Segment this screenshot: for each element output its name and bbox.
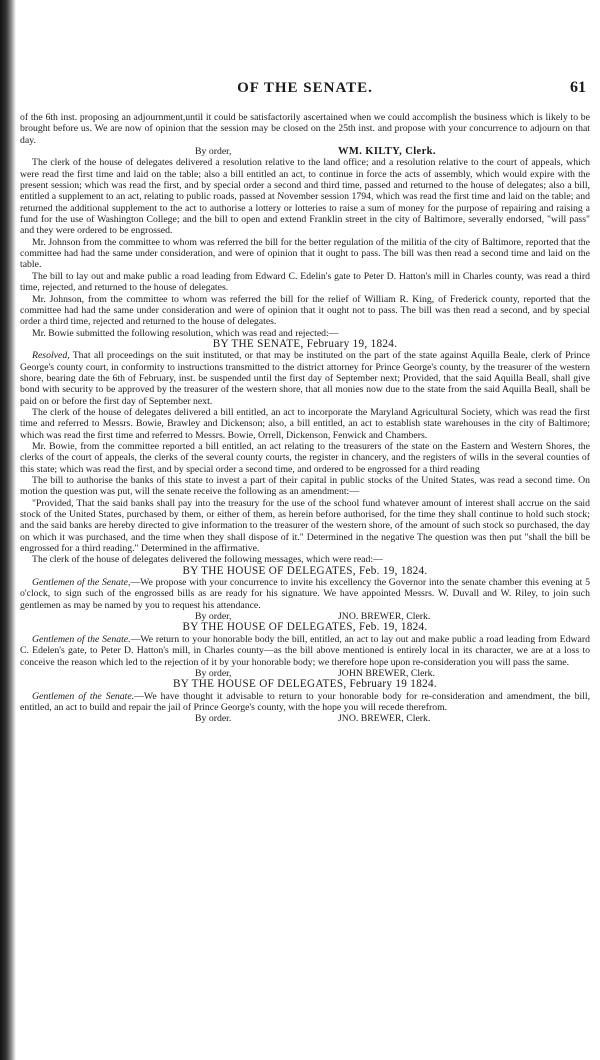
signature-clerk-name: JNO. BREWER, Clerk. (338, 611, 431, 623)
heading-senate-feb19: BY THE SENATE, February 19, 1824. (212, 337, 398, 350)
paragraph-text: That all proceedings on the suit instituted, or that may be instituted on the part of the state against Aquilla Beale, clerk of Prince George's county court, in conformity to instructions transmitted to the district attorney for Prince George's county, by the treasurer of the western shore, bearing date the 6th of February, inst. be suspended until the first day of September next; Provided, that the said Aquilla Beall, shall give bond with security to be approved by the treasurer of the western shore, that all monies now due to the state from the said Aquilla Beall, shall be paid on or before the first day of September next. (20, 350, 590, 407)
heading-delegates-3: BY THE HOUSE OF DELEGATES, February 19 1824. (173, 678, 437, 691)
para-edelin-return (20, 634, 590, 668)
heading-delegates-1: BY THE HOUSE OF DELEGATES, Feb. 19, 1824. (182, 564, 428, 577)
document-page (20, 0, 590, 1060)
paragraph-text: —We return to your honorable body the bill, entitled, an act to lay out and make public a road leading from Edward C. Edelen's gate, to Peter D. Hatton's mill, in Charles county—as the bill above mentioned is entirely local in its character, we are at a loss to conceive the reason which led to the rejection of it by your honorable body; we therefore hope upon re-consideration you will pass the same. (20, 633, 590, 668)
para-bowie-resolution: Mr. Bowie submitted the following resolution, which was read and rejected:— (32, 327, 339, 339)
signature-clerk-name: JOHN BREWER, Clerk. (338, 667, 435, 679)
para-governor (20, 577, 590, 611)
para-land-office: The clerk of the house of delegates delivered a resolution relative to the land office; and a resolution relative to the court of appeals, which were read the first time and laid on the table; also a bill entitled an act, to continue in force the acts of assembly, which would expire with the present session; which was read the first, and by special order a second and third time, passed and returned to the house of delegates; also a bill, entitled a supplement to an act, relating to public roads, passed at November session 1794, which was read the first time and laid on the table; and returned the additional supplement to the act to authorise a lottery or lotteries to raise a sum of money for the purpose of repairing and raising a fund for the use of Washington College; and the bill to open and extend Franklin street in the city of Baltimore, severally endorsed, "will pass" and they were ordered to be engrossed. (20, 157, 590, 237)
signature-clerk-name: JNO. BREWER, Clerk. (338, 713, 431, 725)
para-banks-capital: The bill to authorise the banks of this state to invest a part of their capital in public stocks of the United States, was read a second time. On motion the question was put, will the senate receive the following as an amendment:— (20, 475, 590, 498)
paragraph-text: —We have thought it advisable to return to your honorable body for re-consideration and amendment, the bill, entitled, an act to build and repair the jail of Prince George's county, with the hope you will recede therefrom. (20, 690, 591, 713)
para-king-relief: Mr. Johnson, from the committee to whom was referred the bill for the relief of William R. King, of Frederick county, reported that the committee had had the same under consideration and were of opinion that it ought not to pass. The bill was then read a second, and by special order a third time, rejected and returned to the house of delegates. (20, 293, 590, 328)
signature-by-order: By order. (195, 713, 232, 725)
signature-by-order: By order, (195, 611, 232, 623)
document-body (20, 112, 590, 725)
para-resolved-beall (20, 350, 590, 407)
signature-brewer-1 (20, 611, 590, 622)
page-title: OF THE SENATE. (237, 80, 373, 96)
signature-clerk-name: WM. KILTY, Clerk. (338, 146, 436, 158)
para-agricultural-society: The clerk of the house of delegates delivered a bill entitled, an act to incorporate the Maryland Agricultural Society, which was read the first time and referred to Messrs. Bowie, Brawley and Dickenson; also, a bill entitled, an act to establish state warehouses in the city of Baltimore; which was read the first time and referred to Messrs. Bowie, Orrell, Dickenson, Fenwick and Chambers. (20, 406, 590, 441)
paragraph-lead: Gentlemen of the Senate, (32, 577, 131, 589)
signature-brewer-3 (20, 713, 590, 724)
paragraph-text: —We propose with your concurrence to invite his excellency the Governor into the senate chamber this evening at 5 o'clock, to sign such of the engrossed bills as are ready for his signature. We have appointed Messrs. W. Duvall and W. Riley, to join such gentlemen as may be named by you to request his attendance. (20, 577, 590, 611)
signature-by-order: By order, (195, 146, 232, 158)
paragraph-lead: Gentlemen of the Senate. (32, 633, 131, 645)
signature-by-order: By order, (195, 667, 232, 679)
paragraph-lead: Gentlemen of the Senate. (32, 690, 135, 702)
page-number: 61 (570, 79, 586, 96)
signature-kilty (20, 146, 590, 157)
para-edelin-road: The bill to lay out and make public a road leading from Edward C. Edelin's gate to Peter D. Hatton's mill in Charles county, was read a third time, rejected, and returned to the house of delegates. (20, 270, 590, 294)
paragraph-lead: Resolved, (32, 350, 70, 362)
para-treasurers: Mr. Bowie, from the committee reported a bill entitled, an act relating to the treasurers of the state on the Eastern and Western Shores, the clerks of the court of appeals, the clerks of the several county courts, the register in chancery, and the registers of wills in the several counties of this state; which was read the first, and by special order a second time, and ordered to be engrossed for a third reading (20, 440, 590, 475)
page-header (20, 80, 590, 100)
signature-brewer-2 (20, 668, 590, 679)
para-messages: The clerk of the house of delegates delivered the following messages, which were read:— (32, 554, 383, 566)
para-provided-school-fund: "Provided, That the said banks shall pay into the treasury for the use of the school fund whatever amount of interest shall accrue on the said stock of the United States, purchased by them, or either of them, as herein before authorised, for the time they shall continue to hold such stock; and the said banks are hereby directed to give information to the treasurer of the western shore, of the amount of such stock so purchased, the day on which it was purchased, and the time when they shall dispose of it." Determined in the negative The question was then put "shall the bill be engrossed for a third reading." Determined in the affirmative. (20, 497, 590, 555)
para-jail (20, 691, 590, 714)
heading-delegates-2: BY THE HOUSE OF DELEGATES, Feb. 19, 1824. (182, 621, 428, 634)
book-binding-edge (0, 0, 16, 1060)
para-militia: Mr. Johnson from the committee to whom was referred the bill for the better regulation of the militia of the city of Baltimore, reported that the committee had had the same under consideration, and were of opinion that it ought to pass. The bill was then read a second time and laid on the table. (20, 236, 590, 271)
para-adjournment: of the 6th inst. proposing an adjournment,until it could be satisfactorily ascertained when we could accomplish the business which is likely to be brought before us. We are now of opinion that the session may be closed on the 25th inst. and propose with your concurrence to adjourn on that day. (20, 112, 590, 146)
